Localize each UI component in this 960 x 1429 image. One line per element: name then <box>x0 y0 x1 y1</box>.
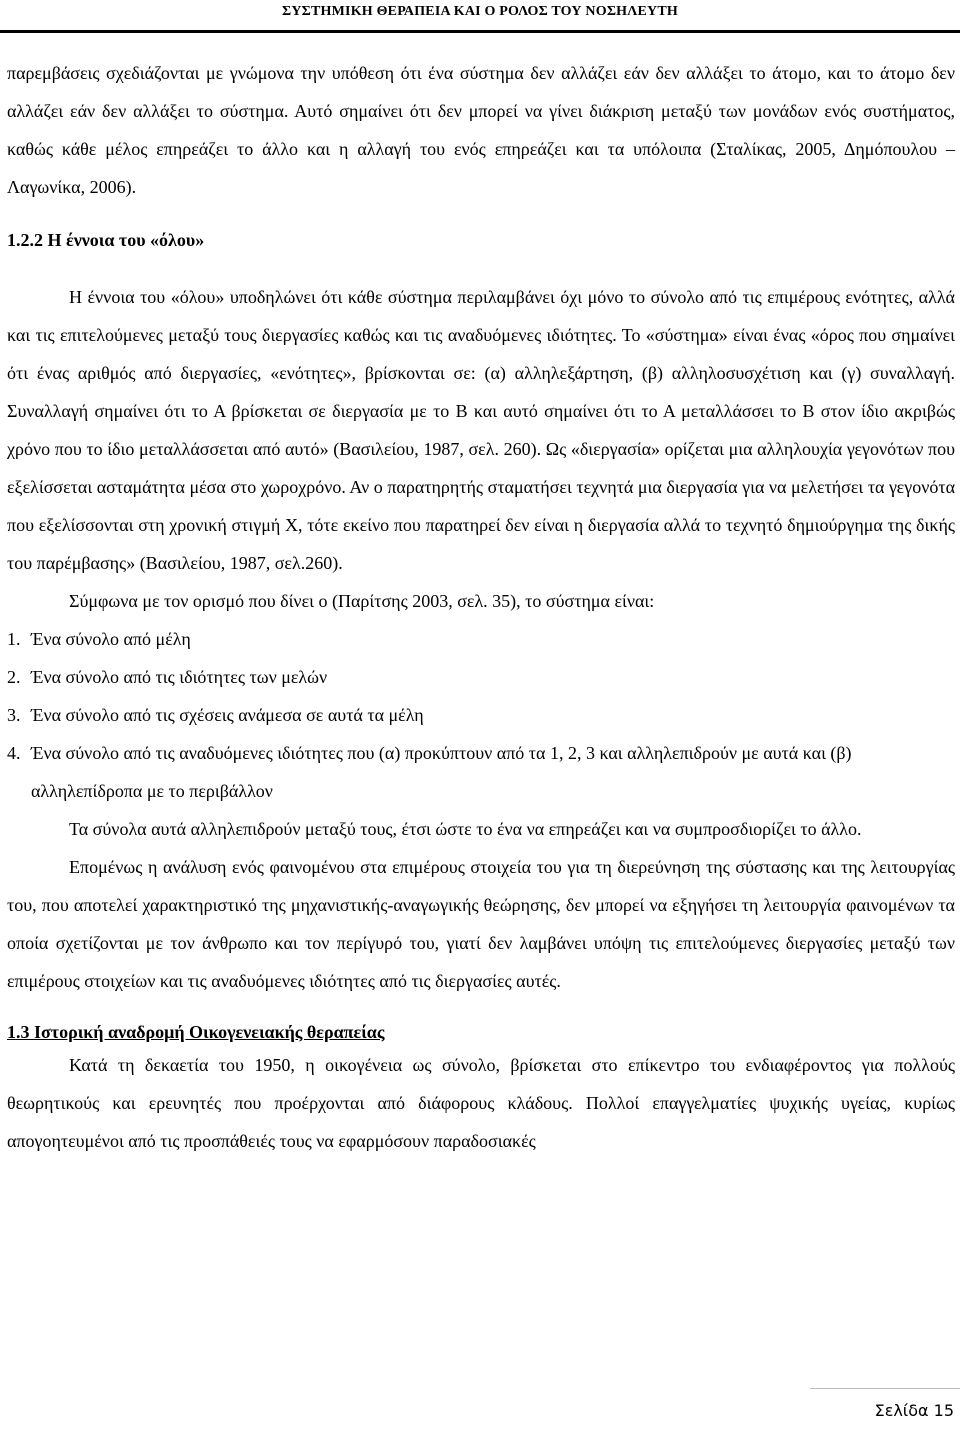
list-item: 2. Ένα σύνολο από τις ιδιότητες των μελών <box>7 667 328 687</box>
paragraph-interaction: Τα σύνολα αυτά αλληλεπιδρούν μεταξύ τους, έτσι ώστε το ένα να επηρεάζει και να συμπροσδιορίζει το άλλο. <box>69 819 862 839</box>
header-rule <box>0 30 960 33</box>
list-item: 4. Ένα σύνολο από τις αναδυόμενες ιδιότητες που (α) προκύπτουν από τα 1, 2, 3 και αλληλεπιδρούν με αυτά και (β) αλληλεπίδροπα με το περιβάλλον <box>7 743 852 801</box>
running-header: ΣΥΣΤΗΜΙΚΗ ΘΕΡΑΠΕΙΑ ΚΑΙ Ο ΡΟΛΟΣ ΤΟΥ ΝΟΣΗΛΕΥΤΗ <box>282 4 678 19</box>
list-item: 3. Ένα σύνολο από τις σχέσεις ανάμεσα σε αυτά τα μέλη <box>7 705 424 725</box>
list-item: 1. Ένα σύνολο από μέλη <box>7 629 191 649</box>
section-heading-1-3: 1.3 Ιστορική αναδρομή Οικογενειακής θεραπείας <box>7 1022 385 1042</box>
page-body <box>7 54 955 1160</box>
paragraph-analysis: Επομένως η ανάλυση ενός φαινομένου στα επιμέρους στοιχεία του για τη διερεύνηση της σύστασης και της λειτουργίας του, που αποτελεί χαρακτηριστικό της μηχανιστικής-αναγωγικής θεώρησης, δεν μπορεί να εξηγήσει τη λειτουργία φαινομένων τα οποία σχετίζονται με τον άνθρωπο και τον περίγυρό του, γιατί δεν λαμβάνει υπόψη τις επιτελούμενες διεργασίες μεταξύ των επιμέρους στοιχείων και τις αναδυόμενες ιδιότητες από τις διεργασίες αυτές. <box>7 857 955 991</box>
page-number: Σελίδα 15 <box>874 1401 954 1420</box>
definition-list <box>7 620 955 810</box>
paragraph-history: Κατά τη δεκαετία του 1950, η οικογένεια ως σύνολο, βρίσκεται στο επίκεντρο του ενδιαφέροντος για πολλούς θεωρητικούς και ερευνητές που προέρχονται από διάφορους κλάδους. Πολλοί επαγγελματίες ψυχικής υγείας, κυρίως απογοητευμένοι από τις προσπάθειές τους να εφαρμόσουν παραδοσιακές <box>7 1055 955 1151</box>
paragraph-intro: παρεμβάσεις σχεδιάζονται με γνώμονα την υπόθεση ότι ένα σύστημα δεν αλλάζει εάν δεν αλλάξει το άτομο, και το άτομο δεν αλλάζει εάν δεν αλλάξει το σύστημα. Αυτό σημαίνει ότι δεν μπορεί να γίνει διάκριση μεταξύ των μονάδων ενός συστήματος, καθώς κάθε μέλος επηρεάζει το άλλο και η αλλαγή του ενός επηρεάζει και τα υπόλοιπα (Σταλίκας, 2005, Δημόπουλου – Λαγωνίκα, 2006). <box>7 63 955 197</box>
paragraph-definition-intro: Σύμφωνα με τον ορισμό που δίνει ο (Παρίτσης 2003, σελ. 35), το σύστημα είναι: <box>69 591 655 611</box>
paragraph-whole-concept: Η έννοια του «όλου» υποδηλώνει ότι κάθε σύστημα περιλαμβάνει όχι μόνο το σύνολο από τις επιμέρους ενότητες, αλλά και τις επιτελούμενες μεταξύ τους διεργασίες καθώς και τις αναδυόμενες ιδιότητες. Το «σύστημα» είναι ένας «όρος που σημαίνει ότι ένας αριθμός από διεργασίες, «ενότητες», βρίσκονται σε: (α) αλληλεξάρτηση, (β) αλληλοσυσχέτιση και (γ) συναλλαγή. Συναλλαγή σημαίνει ότι το Α βρίσκεται σε διεργασία με το Β και αυτό σημαίνει ότι το Α μεταλλάσσει το Β στον ίδιο ακριβώς χρόνο που το ίδιο μεταλλάσσεται από αυτό» (Βασιλείου, 1987, σελ. 260). Ως «διεργασία» ορίζεται μια αλληλουχία γεγονότων που εξελίσσεται ασταμάτητα μέσα στο χωροχρόνο. Αν ο παρατηρητής σταματήσει τεχνητά μια διεργασία για να μελετήσει τα γεγονότα που εξελίσσονται στη χρονική στιγμή Χ, τότε εκείνο που παρατηρεί δεν είναι η διεργασία αλλά το τεχνητό δημιούργημα της δικής του παρέμβασης» (Βασιλείου, 1987, σελ.260). <box>7 287 955 573</box>
footer-rule <box>810 1388 960 1389</box>
section-heading-1-2-2: 1.2.2 Η έννοια του «όλου» <box>7 230 205 250</box>
